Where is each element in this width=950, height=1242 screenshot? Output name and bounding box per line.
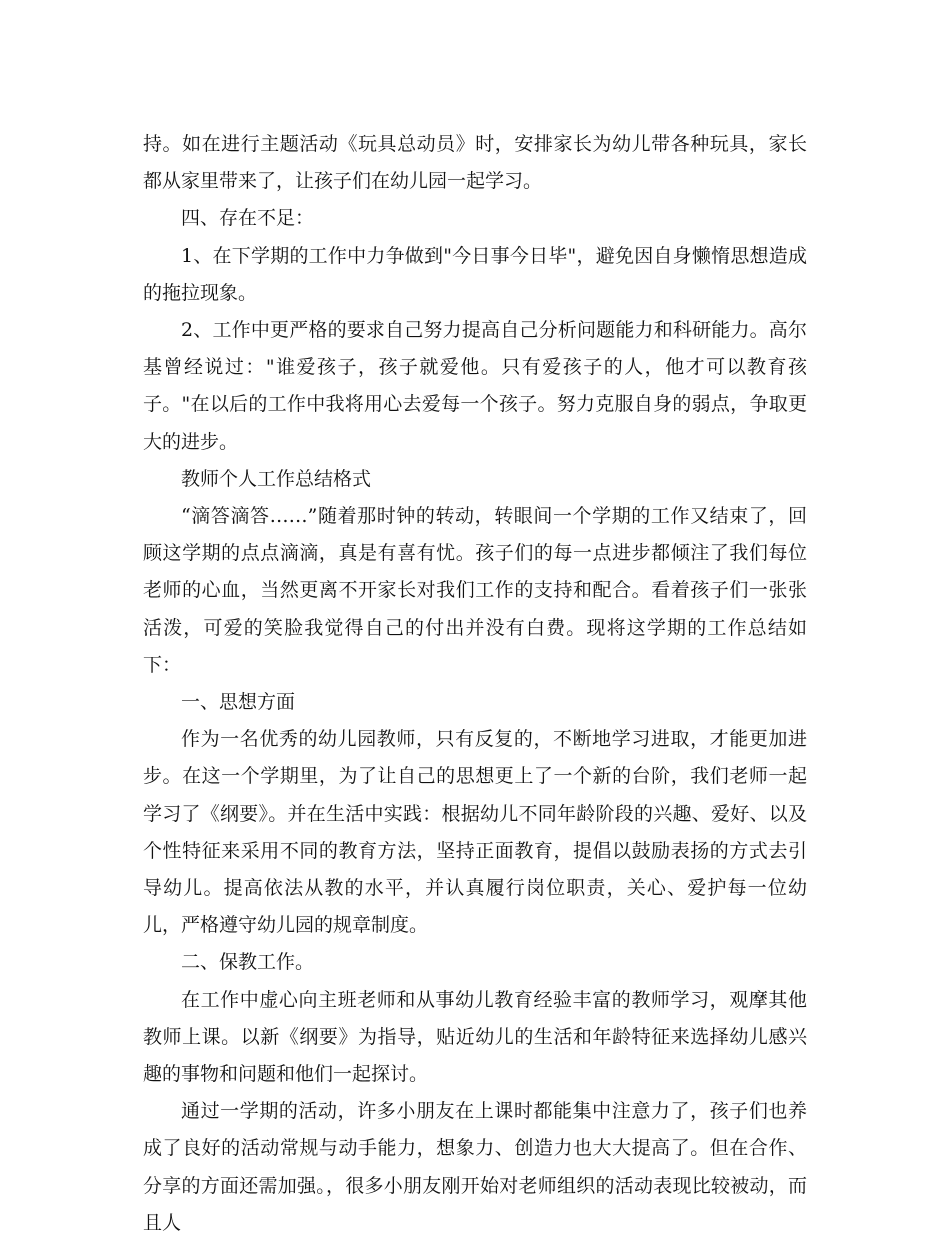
- paragraph-thought: 作为一名优秀的幼儿园教师，只有反复的，不断地学习进取，才能更加进步。在这一个学期里，为了让自己的思想更上了一个新的台阶，我们老师一起学习了《纲要》。并在生活中实践：根据幼儿不同年龄阶段的兴趣、爱好、以及个性特征来采用不同的教育方法，坚持正面教育，提倡以鼓励表扬的方式去引导幼儿。提高依法从教的水平，并认真履行岗位职责，关心、爱护每一位幼儿，严格遵守幼儿园的规章制度。: [143, 728, 807, 937]
- section-heading-teaching: 二、保教工作。: [181, 951, 315, 974]
- document-body: [143, 126, 807, 1242]
- paragraph-activities: 通过一学期的活动，许多小朋友在上课时都能集中注意力了，孩子们也养成了良好的活动常规与动手能力，想象力、创造力也大大提高了。但在合作、分享的方面还需加强。，很多小朋友刚开始对老师组织的活动表现比较被动，而且人: [143, 1100, 807, 1234]
- paragraph-teaching: 在工作中虚心向主班老师和从事幼儿教育经验丰富的教师学习，观摩其他教师上课。以新《纲要》为指导，贴近幼儿的生活和年龄特征来选择幼儿感兴趣的事物和问题和他们一起探讨。: [143, 988, 807, 1086]
- paragraph-shortcoming-2: 2、工作中更严格的要求自己努力提高自己分析问题能力和科研能力。高尔基曾经说过："谁爱孩子，孩子就爱他。只有爱孩子的人，他才可以教育孩子。"在以后的工作中我将用心去爱每一个孩子。努力克服自身的弱点，争取更大的进步。: [143, 319, 807, 453]
- section-heading-thought: 一、思想方面: [181, 691, 296, 714]
- paragraph-continuation: 持。如在进行主题活动《玩具总动员》时，安排家长为幼儿带各种玩具，家长都从家里带来了，让孩子们在幼儿园一起学习。: [143, 133, 807, 193]
- paragraph-shortcoming-1: 1、在下学期的工作中力争做到"今日事今日毕"，避免因自身懒惰思想造成的拖拉现象。: [143, 244, 807, 304]
- section-heading-shortcomings: 四、存在不足：: [181, 207, 315, 230]
- article-title: 教师个人工作总结格式: [181, 467, 372, 490]
- paragraph-intro: “滴答滴答……”随着那时钟的转动，转眼间一个学期的工作又结束了，回顾这学期的点点滴滴，真是有喜有忧。孩子们的每一点进步都倾注了我们每位老师的心血，当然更离不开家长对我们工作的支持和配合。看着孩子们一张张活泼，可爱的笑脸我觉得自己的付出并没有白费。现将这学期的工作总结如下：: [143, 505, 807, 676]
